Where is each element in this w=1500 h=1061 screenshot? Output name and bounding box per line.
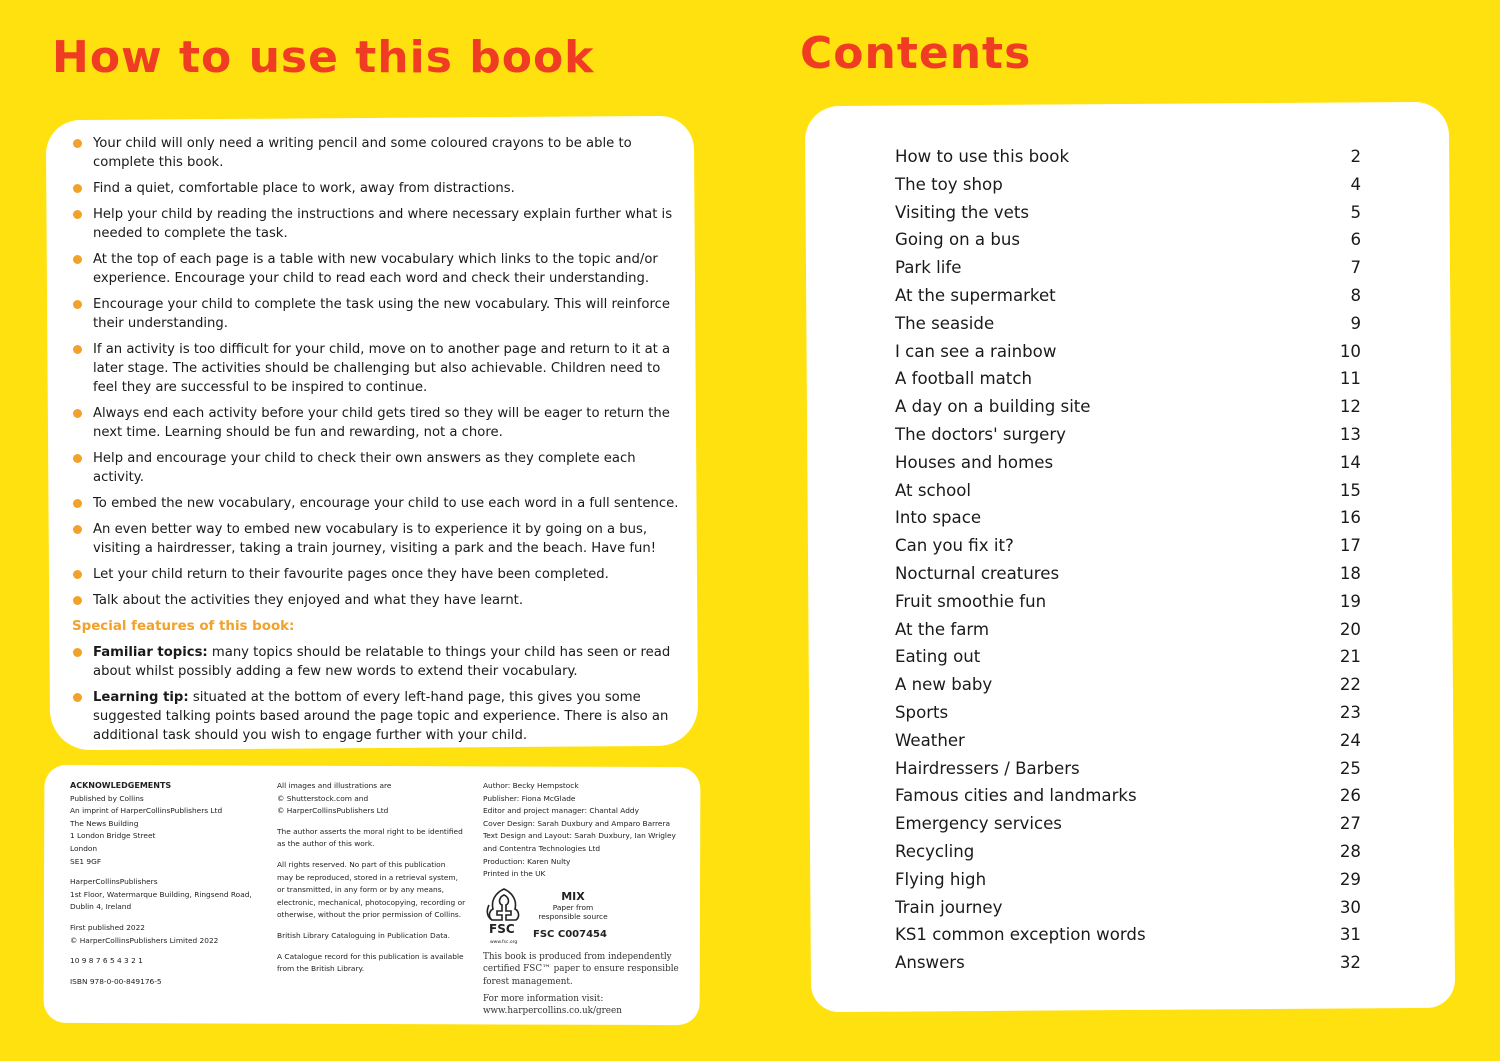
list-item: If an activity is too difficult for your child, move on to another page and return to it at a later stage. The activities should be challenging but also achievable. Children need to feel they are successful to be inspired to continue. [70, 340, 680, 397]
contents-item[interactable] [895, 258, 1361, 286]
list-item: Help your child by reading the instructions and where necessary explain further what is needed to complete the task. [70, 205, 680, 243]
contents-item[interactable] [895, 786, 1361, 814]
contents-item-title: Flying high [895, 869, 987, 889]
feature-term: Learning tip: [93, 690, 189, 705]
contents-item-title: Fruit smoothie fun [895, 591, 1047, 611]
contents-item-title: Hairdressers / Barbers [895, 758, 1080, 778]
contents-item-title: A football match [895, 369, 1032, 389]
fsc-code: FSC C007454 [533, 928, 607, 940]
contents-item[interactable] [895, 369, 1361, 397]
contents-item-title: At the farm [895, 619, 990, 639]
ack-heading: ACKNOWLEDGEMENTS [70, 781, 172, 790]
contents-item[interactable] [895, 203, 1361, 231]
contents-item-page: 31 [1339, 925, 1361, 945]
contents-item-page: 7 [1350, 258, 1361, 278]
bullet-dot-icon [73, 525, 82, 534]
contents-item[interactable] [895, 675, 1361, 703]
list-item: Find a quiet, comfortable place to work, away from distractions. [70, 179, 680, 198]
contents-item-page: 18 [1339, 563, 1361, 583]
contents-item-page: 21 [1339, 647, 1361, 667]
contents-item-page: 27 [1339, 814, 1361, 834]
contents-item[interactable] [895, 314, 1361, 342]
contents-item-page: 26 [1339, 786, 1361, 806]
contents-item-page: 4 [1350, 174, 1361, 194]
isbn: ISBN 978-0-00-849176-5 [70, 976, 162, 986]
contents-item-title: Recycling [895, 841, 975, 861]
contents-item[interactable] [895, 592, 1361, 620]
contents-item-page: 19 [1339, 591, 1361, 611]
more-info: For more information visit: www.harpercollins.co.uk/green [483, 993, 622, 1017]
contents-item[interactable] [895, 397, 1361, 425]
contents-item-page: 10 [1339, 341, 1361, 361]
contents-item-page: 24 [1339, 730, 1361, 750]
contents-item[interactable] [895, 175, 1361, 203]
list-item: To embed the new vocabulary, encourage your child to use each word in a full sentence. [70, 494, 680, 513]
page-title-how-to-use: How to use this book [52, 32, 595, 83]
contents-item[interactable] [895, 620, 1361, 648]
bullet-dot-icon [73, 184, 82, 193]
contents-item-title: Houses and homes [895, 452, 1054, 472]
bullet-dot-icon [73, 255, 82, 264]
contents-item-title: KS1 common exception words [895, 925, 1146, 945]
instruction-list [70, 134, 680, 610]
contents-item-page: 28 [1339, 841, 1361, 861]
list-item: At the top of each page is a table with new vocabulary which links to the topic and/or experience. Encourage your child to read each word and check their understanding. [70, 250, 680, 288]
contents-item[interactable] [895, 647, 1361, 675]
contents-item[interactable] [895, 508, 1361, 536]
contents-item[interactable] [895, 342, 1361, 370]
contents-item-page: 9 [1350, 313, 1361, 333]
contents-item-page: 23 [1339, 702, 1361, 722]
list-item: Encourage your child to complete the task using the new vocabulary. This will reinforce their understanding. [70, 295, 680, 333]
contents-item-title: The doctors' surgery [895, 424, 1066, 444]
fsc-mix-label: MIX Paper from responsible source [538, 889, 608, 921]
bullet-dot-icon [73, 139, 82, 148]
contents-item-page: 30 [1339, 897, 1361, 917]
contents-item[interactable] [895, 842, 1361, 870]
contents-item-page: 6 [1350, 230, 1361, 250]
contents-item-page: 15 [1339, 480, 1361, 500]
contents-item-title: At the supermarket [895, 285, 1056, 305]
contents-item[interactable] [895, 425, 1361, 453]
contents-item-title: Answers [895, 953, 965, 973]
contents-item-title: Weather [895, 730, 965, 750]
fsc-url: www.fsc.org [490, 939, 518, 945]
contents-item-title: The toy shop [895, 174, 1003, 194]
contents-item[interactable] [895, 286, 1361, 314]
list-item: An even better way to embed new vocabulary is to experience it by going on a bus, visiting a hairdresser, taking a train journey, visiting a park and the beach. Have fun! [70, 520, 680, 558]
special-features-heading: Special features of this book: [72, 619, 295, 634]
contents-item[interactable] [895, 481, 1361, 509]
page-title-contents: Contents [800, 28, 1032, 79]
contents-item-page: 13 [1339, 424, 1361, 444]
list-item: Help and encourage your child to check their own answers as they complete each activity. [70, 449, 680, 487]
contents-item-title: Nocturnal creatures [895, 563, 1060, 583]
contents-item-page: 8 [1350, 285, 1361, 305]
contents-item[interactable] [895, 953, 1361, 981]
contents-item[interactable] [895, 925, 1361, 953]
contents-item[interactable] [895, 147, 1361, 175]
contents-item-title: I can see a rainbow [895, 341, 1057, 361]
contents-item[interactable] [895, 731, 1361, 759]
contents-item[interactable] [895, 453, 1361, 481]
list-item: Talk about the activities they enjoyed and what they have learnt. [70, 591, 680, 610]
bullet-dot-icon [73, 409, 82, 418]
contents-item[interactable] [895, 759, 1361, 787]
bullet-dot-icon [73, 570, 82, 579]
contents-item-title: Park life [895, 258, 962, 278]
bullet-dot-icon [73, 210, 82, 219]
contents-item-page: 25 [1339, 758, 1361, 778]
contents-item[interactable] [895, 870, 1361, 898]
contents-item-page: 32 [1339, 953, 1361, 973]
bullet-dot-icon [73, 596, 82, 605]
contents-item[interactable] [895, 814, 1361, 842]
contents-item-title: At school [895, 480, 972, 500]
fsc-mark: FSC [489, 921, 515, 936]
bullet-dot-icon [73, 454, 82, 463]
contents-item[interactable] [895, 898, 1361, 926]
contents-item-page: 11 [1339, 369, 1361, 389]
list-item: Learning tip: situated at the bottom of every left-hand page, this gives you some suggested talking points based around the page topic and experience. There is also an additional task should you wish to engage further with your child. [70, 688, 680, 745]
fsc-certification [483, 885, 683, 951]
contents-item-title: Can you fix it? [895, 536, 1014, 556]
contents-item-title: Eating out [895, 647, 981, 667]
bullet-dot-icon [73, 300, 82, 309]
contents-item-title: The seaside [895, 313, 995, 333]
contents-item[interactable] [895, 703, 1361, 731]
list-item: Always end each activity before your child gets tired so they will be eager to return the next time. Learning should be fun and rewarding, not a chore. [70, 404, 680, 442]
contents-item-page: 14 [1339, 452, 1361, 472]
list-item: Your child will only need a writing pencil and some coloured crayons to be able to complete this book. [70, 134, 680, 172]
bullet-dot-icon [73, 499, 82, 508]
contents-item-page: 22 [1339, 675, 1361, 695]
contents-item-page: 29 [1339, 869, 1361, 889]
contents-item-title: Into space [895, 508, 982, 528]
bullet-dot-icon [73, 345, 82, 354]
bullet-dot-icon [73, 648, 82, 657]
acknowledgements-content [70, 780, 684, 1016]
contents-item[interactable] [895, 564, 1361, 592]
list-item: Let your child return to their favourite pages once they have been completed. [70, 565, 680, 584]
contents-item-page: 17 [1339, 536, 1361, 556]
contents-item-title: A new baby [895, 675, 993, 695]
list-item: Familiar topics: many topics should be relatable to things your child has seen or read about whilst possibly adding a few new words to extend their vocabulary. [70, 643, 680, 681]
contents-item-title: Train journey [895, 897, 1003, 917]
ack-column-publisher: ACKNOWLEDGEMENTS Published by Collins An imprint of HarperCollinsPublishers Ltd The News Building 1 London Bridge Street London SE1 9GF HarperCollinsPublishers 1st Floor, Watermarque Building, Ringsend Road, Dublin 4, Ireland First published 2022 © HarperCollinsPublishers Limited 2022 10 9 8 7 6 5 4 3 2 1 ISBN 978-0-00-849176-5 [70, 780, 265, 988]
contents-list [895, 147, 1361, 981]
how-to-content [70, 134, 680, 752]
contents-item[interactable] [895, 230, 1361, 258]
contents-item[interactable] [895, 536, 1361, 564]
ack-column-credits: Author: Becky Hempstock Publisher: Fiona McGlade Editor and project manager: Chantal Addy Cover Design: Sarah Duxbury and Amparo Barrera Text Design and Layout: Sarah Duxbury, Ian Wrigley and Contentra Technologies Ltd Production: Karen Nulty Printed in the UK FSC www.fsc.org MIX Paper from responsible source FSC C007454 This book is produced from independently certified FSC™ paper to ensure responsible forest management. For more information visit: www.harpercollins.co.uk/green [483, 780, 683, 1018]
contents-item-title: A day on a building site [895, 397, 1091, 417]
contents-item-title: Visiting the vets [895, 202, 1029, 222]
contents-item-page: 20 [1339, 619, 1361, 639]
bullet-dot-icon [73, 693, 82, 702]
contents-item-page: 5 [1350, 202, 1361, 222]
contents-item-title: Going on a bus [895, 230, 1021, 250]
contents-item-title: Emergency services [895, 814, 1062, 834]
feature-term: Familiar topics: [93, 645, 208, 660]
contents-item-title: Sports [895, 702, 949, 722]
contents-item-page: 16 [1339, 508, 1361, 528]
feature-list [70, 643, 680, 745]
ack-column-rights: All images and illustrations are © Shutterstock.com and © HarperCollinsPublishers Ltd The author asserts the moral right to be identified as the author of this work. All rights reserved. No part of this publication may be reproduced, stored in a retrieval system, or transmitted, in any form or by any means, electronic, mechanical, photocopying, recording or otherwise, without the prior permission of Collins. British Library Cataloguing in Publication Data. A Catalogue record for this publication is available from the British Library. [277, 781, 466, 974]
contents-item-title: Famous cities and landmarks [895, 786, 1137, 806]
contents-item-page: 2 [1350, 147, 1361, 166]
fsc-note: This book is produced from independently certified FSC™ paper to ensure responsible forest management. [483, 951, 679, 987]
contents-item-page: 12 [1339, 397, 1361, 417]
contents-item-title: How to use this book [895, 147, 1070, 166]
